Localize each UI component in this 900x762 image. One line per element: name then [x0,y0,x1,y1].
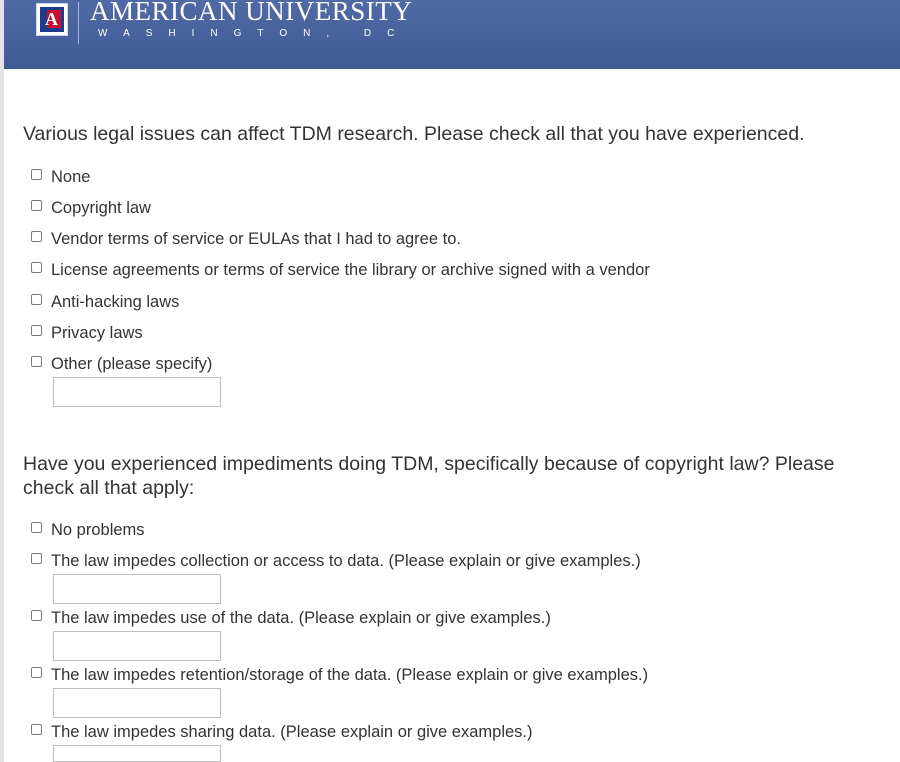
shield-letter: A [45,9,58,29]
checkbox[interactable] [31,262,42,273]
question-copyright-impediments: Have you experienced impediments doing TDM, specifically because of copyright law? Please check all that apply: [23,453,835,499]
option-label: Vendor terms of service or EULAs that I had to agree to. [51,230,461,248]
option-label: The law impedes sharing data. (Please explain or give examples.) [51,723,533,741]
checkbox[interactable] [31,294,42,305]
site-header [4,0,900,69]
option-label: None [51,168,91,186]
university-location: WASHINGTON, DC [98,28,411,39]
logo-divider [78,2,79,44]
checkbox[interactable] [31,325,42,336]
option-label: Copyright law [51,199,151,217]
impedes-use-explain-input[interactable] [53,631,221,661]
impedes-retention-explain-input[interactable] [53,688,221,718]
university-name: AMERICAN UNIVERSITY [90,0,413,26]
checkbox[interactable] [31,667,42,678]
option-label: License agreements or terms of service the library or archive signed with a vendor [51,261,650,279]
option-label: Privacy laws [51,324,143,342]
checkbox[interactable] [31,610,42,621]
checkbox[interactable] [31,169,42,180]
option-label: The law impedes collection or access to data. (Please explain or give examples.) [51,552,641,570]
university-shield-logo [36,3,68,36]
checkbox[interactable] [31,553,42,564]
option-label: The law impedes retention/storage of the data. (Please explain or give examples.) [51,666,649,684]
option-label: Other (please specify) [51,355,213,373]
checkbox[interactable] [31,522,42,533]
option-label: No problems [51,521,145,539]
option-label: Anti-hacking laws [51,293,180,311]
question-legal-issues: Various legal issues can affect TDM research. Please check all that you have experienced. [23,123,805,145]
impedes-collection-explain-input[interactable] [53,574,221,604]
checkbox[interactable] [31,231,42,242]
other-specify-input[interactable] [53,377,221,407]
page-left-edge [0,0,4,762]
checkbox[interactable] [31,356,42,367]
option-label: The law impedes use of the data. (Please explain or give examples.) [51,609,551,627]
checkbox[interactable] [31,724,42,735]
checkbox[interactable] [31,200,42,211]
impedes-sharing-explain-input[interactable] [53,745,221,762]
